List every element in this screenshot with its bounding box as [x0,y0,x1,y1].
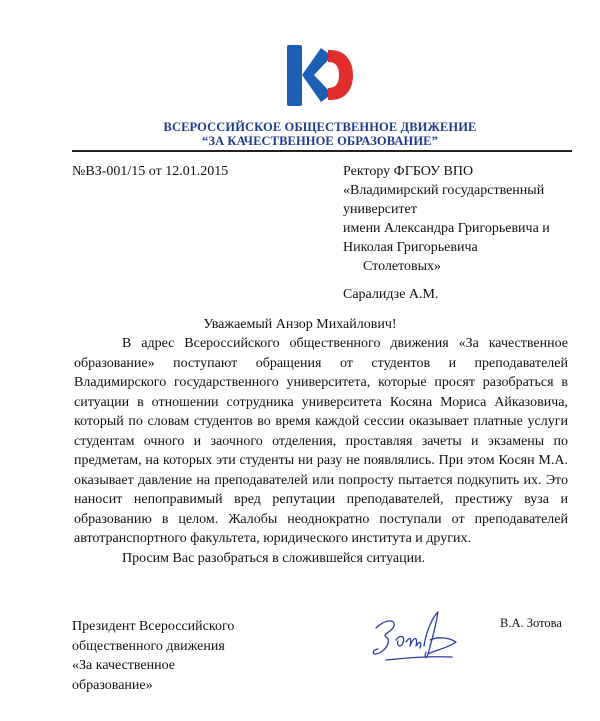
handwritten-signature [366,602,466,672]
signer-name: В.А. Зотова [500,616,562,630]
logo-red-arc [328,50,353,100]
recipient-name: Саралидзе А.М. [343,287,439,302]
body-paragraph: Просим Вас разобраться в сложившейся ситуации. [122,550,426,566]
signatory-title-line: общественного движения [72,638,225,654]
addressee-block [343,162,550,276]
signatory-title-line: «За качественное [72,658,176,673]
header-divider [72,150,572,152]
organization-name-line2: “ЗА КАЧЕСТВЕННОЕ ОБРАЗОВАНИЕ” [202,134,438,148]
organization-name-line1: ВСЕРОССИЙСКОЕ ОБЩЕСТВЕННОЕ ДВИЖЕНИЕ [163,120,477,134]
greeting: Уважаемый Анзор Михайлович! [203,317,397,332]
addressee-line: университет [343,202,417,217]
signatory-title [72,617,234,695]
addressee-line: «Владимирский государственный [343,183,545,198]
logo-blue-chevron [302,48,332,102]
addressee-line: Николая Григорьевича [343,240,478,255]
letter-body [74,334,568,568]
logo-blue-bar [287,45,302,106]
addressee-line: Ректору ФГБОУ ВПО [343,164,474,179]
organization-logo [285,43,355,108]
addressee-line: Столетовых» [363,259,442,274]
body-paragraph: В адрес Всероссийского общественного движения «За качественное образование» поступают обращения от студентов и преподавателей Владимирского государственного университета, которые просят разобраться в ситуации в отношении сотрудника университета Косяна Мориса Айказовича, который по словам студентов во время каждой сессии оказывает платные услуги студентам очного и заочного отделения, проставляя зачеты и экзамены по предметам, на которых эти студенты ни разу не появлялись. При этом Косян М.А. оказывает давление на преподавателей или попросту пытается подкупить их. Это наносит непоправимый вред репутации преподавателей, престижу вуза и образованию в целом. Жалобы неоднократно поступали от преподавателей автотранспортного факультета, юридического института и других. [74,336,568,546]
signatory-title-line: образование» [72,677,153,693]
addressee-line: имени Александра Григорьевича и [343,221,550,236]
signatory-title-line: Президент Всероссийского [72,619,235,634]
registration-number: №ВЗ-001/15 от 12.01.2015 [72,164,229,179]
